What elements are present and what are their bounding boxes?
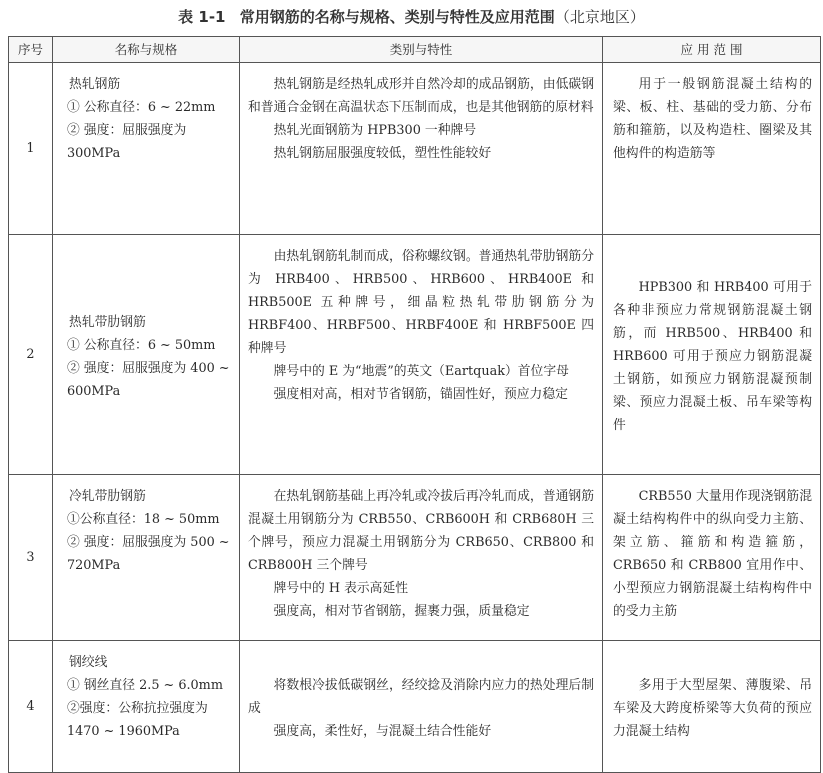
row-num: 3 — [9, 475, 53, 641]
header-usage: 应 用 范 围 — [603, 37, 821, 63]
header-row — [9, 37, 821, 63]
category-cell — [240, 235, 603, 475]
rebar-name: 钢绞线 — [69, 655, 108, 670]
category-cell — [240, 63, 603, 235]
table-row — [9, 63, 821, 235]
spec-strength: ② 强度：屈服强度为 400 ~ 600MPa — [67, 360, 230, 399]
row-num: 1 — [9, 63, 53, 235]
table-row — [9, 641, 821, 773]
category-paragraph: 牌号中的 H 表示高延性 — [273, 581, 409, 596]
name-cell — [53, 63, 240, 235]
usage-cell — [603, 641, 821, 773]
header-category: 类别与特性 — [240, 37, 603, 63]
usage-text: HPB300 和 HRB400 可用于各种非预应力常规钢筋混凝土钢筋，而 HRB500、HRB400 和 HRB600 可用于预应力钢筋混凝土钢筋，如预应力钢筋混凝预制梁、预应力混凝土板、吊车梁等构件 — [613, 280, 812, 433]
category-paragraph: 在热轧钢筋基础上再冷轧或冷拔后再冷轧而成，普通钢筋混凝土用钢筋分为 CRB550、CRB600H 和 CRB680H 三个牌号，预应力混凝土用钢筋分为 CRB650、CRB800 和 CRB800H 三个牌号 — [248, 489, 594, 573]
spec-strength: ② 强度：屈服强度为 300MPa — [67, 123, 187, 161]
usage-text: 多用于大型屋架、薄腹梁、吊车梁及大跨度桥梁等大负荷的预应力混凝土结构 — [613, 678, 812, 739]
spec-diameter: ① 公称直径：6 ~ 50mm — [67, 337, 216, 353]
category-paragraph: 热轧钢筋是经热轧成形并自然冷却的成品钢筋，由低碳钢和普通合金钢在高温状态下压制而成，也是其他钢筋的原材料 — [248, 77, 594, 115]
category-cell — [240, 475, 603, 641]
table-caption — [0, 0, 823, 34]
name-cell — [53, 235, 240, 475]
rebar-name: 热轧钢筋 — [69, 77, 121, 92]
name-cell — [53, 641, 240, 773]
category-paragraph: 强度相对高，相对节省钢筋，锚固性好，预应力稳定 — [273, 387, 568, 402]
category-paragraph: 由热轧钢筋轧制而成，俗称螺纹钢。普通热轧带肋钢筋分为 HRB400、HRB500、HRB600、HRB400E 和 HRB500E 五种牌号，细晶粒热轧带肋钢筋分为 HRBF400、HRBF500、HRBF400E 和 HRBF500E 四种牌号 — [248, 249, 594, 356]
usage-text: CRB550 大量用作现浇钢筋混凝土结构构件中的纵向受力主筋、架立筋、箍筋和构造箍筋，CRB650 和 CRB800 宜用作中、小型预应力钢筋混凝土结构构件中的受力主筋 — [613, 489, 812, 619]
spec-strength: ②强度：公称抗拉强度为 1470 ~ 1960MPa — [67, 701, 208, 739]
category-paragraph: 强度高，相对节省钢筋，握裹力强，质量稳定 — [273, 604, 530, 619]
table-number: 表 1-1 — [178, 8, 226, 26]
category-paragraph: 将数根冷拔低碳钢丝，经绞捻及消除内应力的热处理后制成 — [248, 678, 594, 716]
row-num: 2 — [9, 235, 53, 475]
category-paragraph: 强度高，柔性好，与混凝土结合性能好 — [273, 724, 492, 739]
rebar-spec-table — [8, 36, 821, 773]
usage-cell — [603, 63, 821, 235]
name-cell — [53, 475, 240, 641]
category-paragraph: 热轧光面钢筋为 HPB300 一种牌号 — [273, 123, 477, 138]
spec-diameter: ①公称直径：18 ~ 50mm — [67, 512, 220, 527]
usage-text: 用于一般钢筋混凝土结构的梁、板、柱、基础的受力筋、分布筋和箍筋，以及构造柱、圈梁及其他构件的构造筋等 — [613, 77, 812, 161]
header-name: 名称与规格 — [53, 37, 240, 63]
category-cell — [240, 641, 603, 773]
row-num: 4 — [9, 641, 53, 773]
category-paragraph: 牌号中的 E 为“地震”的英文（Eartquak）首位字母 — [273, 364, 569, 379]
table-row — [9, 235, 821, 475]
spec-diameter: ① 钢丝直径 2.5 ~ 6.0mm — [67, 678, 223, 693]
rebar-name: 冷轧带肋钢筋 — [69, 489, 146, 504]
spec-strength: ② 强度：屈服强度为 500 ~ 720MPa — [67, 535, 230, 573]
table-region: （北京地区） — [554, 8, 645, 26]
category-paragraph: 热轧钢筋屈服强度较低，塑性性能较好 — [273, 146, 492, 161]
table-title: 常用钢筋的名称与规格、类别与特性及应用范围 — [239, 8, 555, 26]
usage-cell — [603, 475, 821, 641]
header-num: 序号 — [9, 37, 53, 63]
table-row — [9, 475, 821, 641]
spec-diameter: ① 公称直径：6 ~ 22mm — [67, 100, 216, 115]
usage-cell — [603, 235, 821, 475]
rebar-name: 热轧带肋钢筋 — [69, 314, 146, 330]
